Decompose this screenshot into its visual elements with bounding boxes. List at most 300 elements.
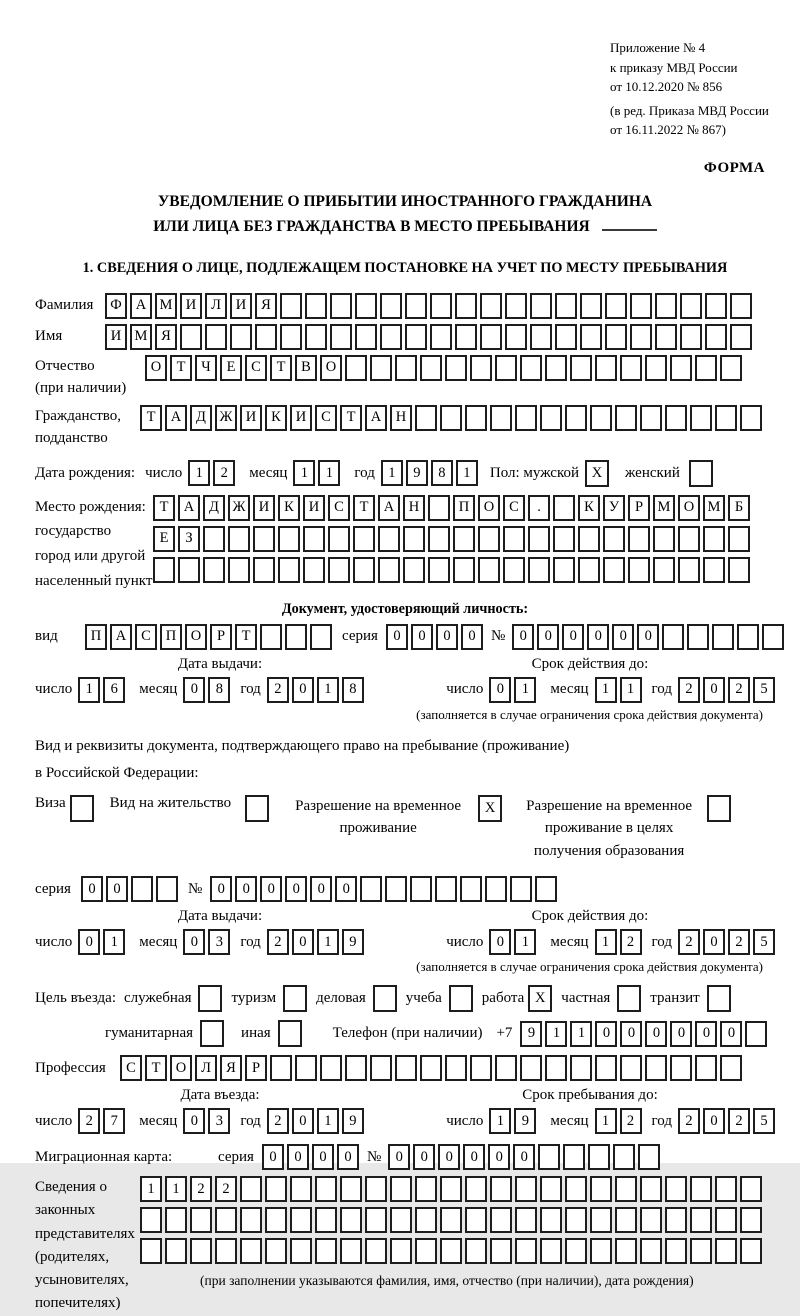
form-cell[interactable]: 2 xyxy=(267,1108,289,1134)
form-cell[interactable] xyxy=(440,1207,462,1233)
form-cell[interactable] xyxy=(255,324,277,350)
form-cell[interactable] xyxy=(690,1238,712,1264)
form-cell[interactable]: 0 xyxy=(287,1144,309,1170)
form-cell[interactable] xyxy=(420,1055,442,1081)
form-cell[interactable]: 1 xyxy=(381,460,403,486)
form-cell[interactable] xyxy=(420,355,442,381)
temp-residence-edu-checkbox[interactable] xyxy=(707,795,731,822)
form-cell[interactable] xyxy=(703,526,725,552)
form-cell[interactable] xyxy=(370,355,392,381)
form-cell[interactable] xyxy=(260,624,282,650)
form-cell[interactable] xyxy=(440,1238,462,1264)
form-cell[interactable]: Н xyxy=(403,495,425,521)
form-cell[interactable] xyxy=(730,324,752,350)
form-cell[interactable]: Ж xyxy=(228,495,250,521)
form-cell[interactable]: 1 xyxy=(514,677,536,703)
form-cell[interactable] xyxy=(230,324,252,350)
form-cell[interactable] xyxy=(580,324,602,350)
form-cell[interactable] xyxy=(670,1055,692,1081)
form-cell[interactable] xyxy=(588,1144,610,1170)
form-cell[interactable]: 8 xyxy=(208,677,230,703)
form-cell[interactable]: 0 xyxy=(595,1021,617,1047)
form-cell[interactable]: 0 xyxy=(183,677,205,703)
form-cell[interactable]: 1 xyxy=(188,460,210,486)
form-cell[interactable]: 2 xyxy=(620,929,642,955)
form-cell[interactable] xyxy=(355,293,377,319)
form-cell[interactable]: К xyxy=(265,405,287,431)
form-cell[interactable] xyxy=(455,324,477,350)
form-cell[interactable]: 1 xyxy=(103,929,125,955)
form-cell[interactable] xyxy=(202,1022,222,1045)
form-cell[interactable] xyxy=(505,324,527,350)
form-cell[interactable] xyxy=(265,1238,287,1264)
purpose-other-checkbox[interactable] xyxy=(278,1020,302,1047)
form-cell[interactable] xyxy=(709,797,729,820)
form-cell[interactable] xyxy=(615,1207,637,1233)
form-cell[interactable]: 2 xyxy=(728,1108,750,1134)
form-cell[interactable]: 0 xyxy=(488,1144,510,1170)
form-cell[interactable] xyxy=(680,324,702,350)
form-cell[interactable] xyxy=(190,1207,212,1233)
form-cell[interactable] xyxy=(690,1176,712,1202)
form-cell[interactable] xyxy=(478,526,500,552)
form-cell[interactable] xyxy=(203,526,225,552)
form-cell[interactable] xyxy=(378,557,400,583)
form-cell[interactable] xyxy=(613,1144,635,1170)
form-cell[interactable] xyxy=(390,1238,412,1264)
form-cell[interactable] xyxy=(578,557,600,583)
form-cell[interactable]: Т xyxy=(145,1055,167,1081)
form-cell[interactable] xyxy=(740,1176,762,1202)
form-cell[interactable]: 0 xyxy=(461,624,483,650)
form-cell[interactable]: М xyxy=(155,293,177,319)
form-cell[interactable] xyxy=(520,355,542,381)
purpose-humanitarian-checkbox[interactable] xyxy=(200,1020,224,1047)
form-cell[interactable] xyxy=(538,1144,560,1170)
form-cell[interactable] xyxy=(590,1238,612,1264)
form-cell[interactable]: 2 xyxy=(267,929,289,955)
sex-male-checkbox[interactable] xyxy=(585,460,609,487)
form-cell[interactable] xyxy=(490,1238,512,1264)
form-cell[interactable]: С xyxy=(245,355,267,381)
form-cell[interactable]: С xyxy=(328,495,350,521)
form-cell[interactable] xyxy=(715,1176,737,1202)
form-cell[interactable] xyxy=(240,1207,262,1233)
form-cell[interactable] xyxy=(603,526,625,552)
form-cell[interactable] xyxy=(690,1207,712,1233)
form-cell[interactable]: 0 xyxy=(695,1021,717,1047)
form-cell[interactable]: И xyxy=(240,405,262,431)
form-cell[interactable] xyxy=(415,1238,437,1264)
form-cell[interactable] xyxy=(165,1238,187,1264)
form-cell[interactable]: И xyxy=(303,495,325,521)
form-cell[interactable]: Д xyxy=(203,495,225,521)
form-cell[interactable] xyxy=(478,557,500,583)
form-cell[interactable]: 3 xyxy=(208,929,230,955)
form-cell[interactable]: 0 xyxy=(210,876,232,902)
form-cell[interactable]: 1 xyxy=(317,1108,339,1134)
form-cell[interactable] xyxy=(156,876,178,902)
form-cell[interactable] xyxy=(290,1176,312,1202)
form-cell[interactable]: 9 xyxy=(406,460,428,486)
temp-residence-checkbox[interactable] xyxy=(478,795,502,822)
form-cell[interactable]: П xyxy=(85,624,107,650)
form-cell[interactable] xyxy=(355,324,377,350)
form-cell[interactable] xyxy=(740,405,762,431)
form-cell[interactable] xyxy=(72,797,92,820)
form-cell[interactable]: 0 xyxy=(106,876,128,902)
form-cell[interactable] xyxy=(540,1238,562,1264)
form-cell[interactable]: 1 xyxy=(595,677,617,703)
residence-permit-checkbox[interactable] xyxy=(245,795,269,822)
form-cell[interactable] xyxy=(280,293,302,319)
form-cell[interactable] xyxy=(480,324,502,350)
form-cell[interactable] xyxy=(628,557,650,583)
form-cell[interactable]: 0 xyxy=(620,1021,642,1047)
form-cell[interactable] xyxy=(715,405,737,431)
form-cell[interactable]: 1 xyxy=(595,929,617,955)
form-cell[interactable] xyxy=(645,355,667,381)
form-cell[interactable]: 0 xyxy=(513,1144,535,1170)
form-cell[interactable]: С xyxy=(503,495,525,521)
form-cell[interactable]: К xyxy=(578,495,600,521)
purpose-work-checkbox[interactable] xyxy=(528,985,552,1012)
form-cell[interactable] xyxy=(590,405,612,431)
form-cell[interactable] xyxy=(505,293,527,319)
form-cell[interactable] xyxy=(247,797,267,820)
form-cell[interactable] xyxy=(190,1238,212,1264)
form-cell[interactable] xyxy=(655,324,677,350)
form-cell[interactable] xyxy=(665,405,687,431)
form-cell[interactable] xyxy=(515,1238,537,1264)
form-cell[interactable] xyxy=(370,1055,392,1081)
form-cell[interactable] xyxy=(378,526,400,552)
form-cell[interactable] xyxy=(278,557,300,583)
form-cell[interactable]: 1 xyxy=(140,1176,162,1202)
form-cell[interactable]: Т xyxy=(270,355,292,381)
form-cell[interactable] xyxy=(380,293,402,319)
form-cell[interactable] xyxy=(690,405,712,431)
form-cell[interactable]: Т xyxy=(170,355,192,381)
form-cell[interactable] xyxy=(320,1055,342,1081)
form-cell[interactable] xyxy=(390,1176,412,1202)
form-cell[interactable]: А xyxy=(378,495,400,521)
form-cell[interactable] xyxy=(503,557,525,583)
form-cell[interactable]: 0 xyxy=(292,929,314,955)
form-cell[interactable]: 0 xyxy=(645,1021,667,1047)
form-cell[interactable] xyxy=(253,526,275,552)
form-cell[interactable] xyxy=(395,355,417,381)
form-cell[interactable] xyxy=(655,293,677,319)
form-cell[interactable] xyxy=(270,1055,292,1081)
form-cell[interactable] xyxy=(565,1207,587,1233)
form-cell[interactable] xyxy=(495,1055,517,1081)
form-cell[interactable]: 0 xyxy=(463,1144,485,1170)
form-cell[interactable]: И xyxy=(253,495,275,521)
form-cell[interactable] xyxy=(590,1207,612,1233)
form-cell[interactable] xyxy=(640,405,662,431)
form-cell[interactable]: О xyxy=(678,495,700,521)
form-cell[interactable]: 0 xyxy=(703,677,725,703)
form-cell[interactable]: 0 xyxy=(489,677,511,703)
form-cell[interactable]: М xyxy=(130,324,152,350)
form-cell[interactable]: Л xyxy=(195,1055,217,1081)
form-cell[interactable] xyxy=(720,355,742,381)
form-cell[interactable] xyxy=(515,1176,537,1202)
form-cell[interactable] xyxy=(745,1021,767,1047)
form-cell[interactable] xyxy=(465,1238,487,1264)
form-cell[interactable]: Т xyxy=(340,405,362,431)
form-cell[interactable]: X xyxy=(530,987,550,1010)
form-cell[interactable]: И xyxy=(290,405,312,431)
form-cell[interactable] xyxy=(695,1055,717,1081)
form-cell[interactable] xyxy=(385,876,407,902)
form-cell[interactable]: 5 xyxy=(753,1108,775,1134)
form-cell[interactable] xyxy=(705,293,727,319)
form-cell[interactable] xyxy=(705,324,727,350)
form-cell[interactable]: И xyxy=(230,293,252,319)
form-cell[interactable] xyxy=(403,526,425,552)
form-cell[interactable] xyxy=(515,405,537,431)
form-cell[interactable] xyxy=(540,1207,562,1233)
form-cell[interactable]: С xyxy=(120,1055,142,1081)
form-cell[interactable]: 0 xyxy=(235,876,257,902)
form-cell[interactable] xyxy=(495,355,517,381)
form-cell[interactable]: 6 xyxy=(103,677,125,703)
form-cell[interactable]: А xyxy=(110,624,132,650)
form-cell[interactable] xyxy=(470,355,492,381)
form-cell[interactable] xyxy=(228,526,250,552)
form-cell[interactable]: 0 xyxy=(562,624,584,650)
form-cell[interactable] xyxy=(665,1238,687,1264)
form-cell[interactable] xyxy=(415,1207,437,1233)
form-cell[interactable]: 0 xyxy=(637,624,659,650)
form-cell[interactable]: Я xyxy=(220,1055,242,1081)
form-cell[interactable]: 2 xyxy=(620,1108,642,1134)
form-cell[interactable]: 1 xyxy=(545,1021,567,1047)
form-cell[interactable] xyxy=(280,1022,300,1045)
form-cell[interactable]: X xyxy=(587,462,607,485)
form-cell[interactable] xyxy=(740,1238,762,1264)
form-cell[interactable]: 5 xyxy=(753,929,775,955)
form-cell[interactable] xyxy=(640,1207,662,1233)
form-cell[interactable] xyxy=(228,557,250,583)
purpose-transit-checkbox[interactable] xyxy=(707,985,731,1012)
form-cell[interactable]: А xyxy=(130,293,152,319)
form-cell[interactable]: 0 xyxy=(438,1144,460,1170)
form-cell[interactable] xyxy=(715,1207,737,1233)
form-cell[interactable]: Т xyxy=(353,495,375,521)
form-cell[interactable] xyxy=(253,557,275,583)
form-cell[interactable] xyxy=(131,876,153,902)
form-cell[interactable] xyxy=(480,293,502,319)
form-cell[interactable]: Ч xyxy=(195,355,217,381)
form-cell[interactable] xyxy=(285,987,305,1010)
form-cell[interactable]: 0 xyxy=(703,929,725,955)
visa-checkbox[interactable] xyxy=(70,795,94,822)
form-cell[interactable]: Т xyxy=(140,405,162,431)
form-cell[interactable]: 2 xyxy=(728,929,750,955)
form-cell[interactable] xyxy=(460,876,482,902)
form-cell[interactable]: 0 xyxy=(436,624,458,650)
form-cell[interactable]: Я xyxy=(255,293,277,319)
form-cell[interactable] xyxy=(590,1176,612,1202)
form-cell[interactable]: 0 xyxy=(413,1144,435,1170)
form-cell[interactable] xyxy=(353,526,375,552)
form-cell[interactable] xyxy=(345,1055,367,1081)
form-cell[interactable]: 2 xyxy=(213,460,235,486)
form-cell[interactable] xyxy=(595,1055,617,1081)
form-cell[interactable] xyxy=(428,557,450,583)
form-cell[interactable] xyxy=(265,1207,287,1233)
form-cell[interactable] xyxy=(215,1207,237,1233)
form-cell[interactable] xyxy=(670,355,692,381)
form-cell[interactable] xyxy=(695,355,717,381)
form-cell[interactable] xyxy=(365,1207,387,1233)
form-cell[interactable] xyxy=(678,526,700,552)
form-cell[interactable]: П xyxy=(160,624,182,650)
form-cell[interactable] xyxy=(565,1176,587,1202)
form-cell[interactable]: 8 xyxy=(342,677,364,703)
form-cell[interactable] xyxy=(240,1238,262,1264)
form-cell[interactable] xyxy=(503,526,525,552)
form-cell[interactable] xyxy=(328,526,350,552)
form-cell[interactable]: 9 xyxy=(520,1021,542,1047)
form-cell[interactable]: 9 xyxy=(342,1108,364,1134)
form-cell[interactable] xyxy=(451,987,471,1010)
form-cell[interactable] xyxy=(180,324,202,350)
form-cell[interactable]: 1 xyxy=(595,1108,617,1134)
form-cell[interactable]: 1 xyxy=(570,1021,592,1047)
form-cell[interactable] xyxy=(603,557,625,583)
form-cell[interactable]: А xyxy=(365,405,387,431)
form-cell[interactable]: 8 xyxy=(431,460,453,486)
form-cell[interactable]: У xyxy=(603,495,625,521)
form-cell[interactable] xyxy=(545,1055,567,1081)
form-cell[interactable] xyxy=(619,987,639,1010)
form-cell[interactable] xyxy=(553,557,575,583)
form-cell[interactable]: 1 xyxy=(78,677,100,703)
form-cell[interactable] xyxy=(153,557,175,583)
form-cell[interactable]: 0 xyxy=(612,624,634,650)
form-cell[interactable] xyxy=(470,1055,492,1081)
form-cell[interactable]: А xyxy=(178,495,200,521)
form-cell[interactable]: 0 xyxy=(312,1144,334,1170)
form-cell[interactable] xyxy=(615,1176,637,1202)
form-cell[interactable] xyxy=(687,624,709,650)
form-cell[interactable]: 0 xyxy=(386,624,408,650)
form-cell[interactable]: 0 xyxy=(489,929,511,955)
form-cell[interactable] xyxy=(515,1207,537,1233)
form-cell[interactable]: С xyxy=(315,405,337,431)
form-cell[interactable]: 0 xyxy=(388,1144,410,1170)
form-cell[interactable]: 3 xyxy=(208,1108,230,1134)
form-cell[interactable] xyxy=(553,526,575,552)
form-cell[interactable] xyxy=(205,324,227,350)
form-cell[interactable] xyxy=(490,1176,512,1202)
purpose-commercial-checkbox[interactable] xyxy=(373,985,397,1012)
form-cell[interactable]: 0 xyxy=(183,929,205,955)
form-cell[interactable]: 2 xyxy=(267,677,289,703)
form-cell[interactable]: М xyxy=(703,495,725,521)
form-cell[interactable] xyxy=(485,876,507,902)
form-cell[interactable]: 1 xyxy=(317,929,339,955)
form-cell[interactable]: Я xyxy=(155,324,177,350)
form-cell[interactable] xyxy=(390,1207,412,1233)
form-cell[interactable]: Д xyxy=(190,405,212,431)
form-cell[interactable]: 9 xyxy=(342,929,364,955)
form-cell[interactable]: 0 xyxy=(335,876,357,902)
form-cell[interactable] xyxy=(165,1207,187,1233)
form-cell[interactable]: Р xyxy=(628,495,650,521)
form-cell[interactable]: О xyxy=(478,495,500,521)
form-cell[interactable]: 7 xyxy=(103,1108,125,1134)
form-cell[interactable] xyxy=(620,355,642,381)
form-cell[interactable] xyxy=(691,462,711,485)
form-cell[interactable]: 0 xyxy=(183,1108,205,1134)
form-cell[interactable]: 0 xyxy=(260,876,282,902)
form-cell[interactable] xyxy=(530,324,552,350)
form-cell[interactable]: 1 xyxy=(514,929,536,955)
form-cell[interactable]: Т xyxy=(235,624,257,650)
form-cell[interactable] xyxy=(712,624,734,650)
form-cell[interactable] xyxy=(720,1055,742,1081)
form-cell[interactable]: 9 xyxy=(514,1108,536,1134)
form-cell[interactable]: 2 xyxy=(78,1108,100,1134)
form-cell[interactable] xyxy=(703,557,725,583)
form-cell[interactable] xyxy=(295,1055,317,1081)
form-cell[interactable] xyxy=(380,324,402,350)
purpose-study-checkbox[interactable] xyxy=(449,985,473,1012)
form-cell[interactable]: 0 xyxy=(78,929,100,955)
form-cell[interactable] xyxy=(595,355,617,381)
form-cell[interactable] xyxy=(570,1055,592,1081)
form-cell[interactable]: 0 xyxy=(292,1108,314,1134)
form-cell[interactable] xyxy=(445,355,467,381)
form-cell[interactable] xyxy=(415,405,437,431)
form-cell[interactable] xyxy=(403,557,425,583)
form-cell[interactable] xyxy=(290,1207,312,1233)
form-cell[interactable] xyxy=(280,324,302,350)
form-cell[interactable] xyxy=(330,324,352,350)
form-cell[interactable]: 0 xyxy=(262,1144,284,1170)
form-cell[interactable] xyxy=(340,1238,362,1264)
purpose-private-checkbox[interactable] xyxy=(617,985,641,1012)
form-cell[interactable] xyxy=(405,324,427,350)
form-cell[interactable]: 1 xyxy=(489,1108,511,1134)
form-cell[interactable] xyxy=(553,495,575,521)
form-cell[interactable]: Р xyxy=(210,624,232,650)
form-cell[interactable] xyxy=(200,987,220,1010)
form-cell[interactable] xyxy=(453,526,475,552)
form-cell[interactable]: П xyxy=(453,495,475,521)
form-cell[interactable] xyxy=(305,293,327,319)
form-cell[interactable] xyxy=(240,1176,262,1202)
form-cell[interactable] xyxy=(640,1238,662,1264)
form-cell[interactable] xyxy=(265,1176,287,1202)
form-cell[interactable] xyxy=(565,1238,587,1264)
form-cell[interactable] xyxy=(665,1176,687,1202)
form-cell[interactable] xyxy=(605,293,627,319)
form-cell[interactable] xyxy=(360,876,382,902)
form-cell[interactable]: 0 xyxy=(537,624,559,650)
form-cell[interactable]: О xyxy=(145,355,167,381)
form-cell[interactable] xyxy=(303,526,325,552)
form-cell[interactable] xyxy=(565,405,587,431)
form-cell[interactable]: Б xyxy=(728,495,750,521)
form-cell[interactable] xyxy=(630,293,652,319)
form-cell[interactable]: З xyxy=(178,526,200,552)
